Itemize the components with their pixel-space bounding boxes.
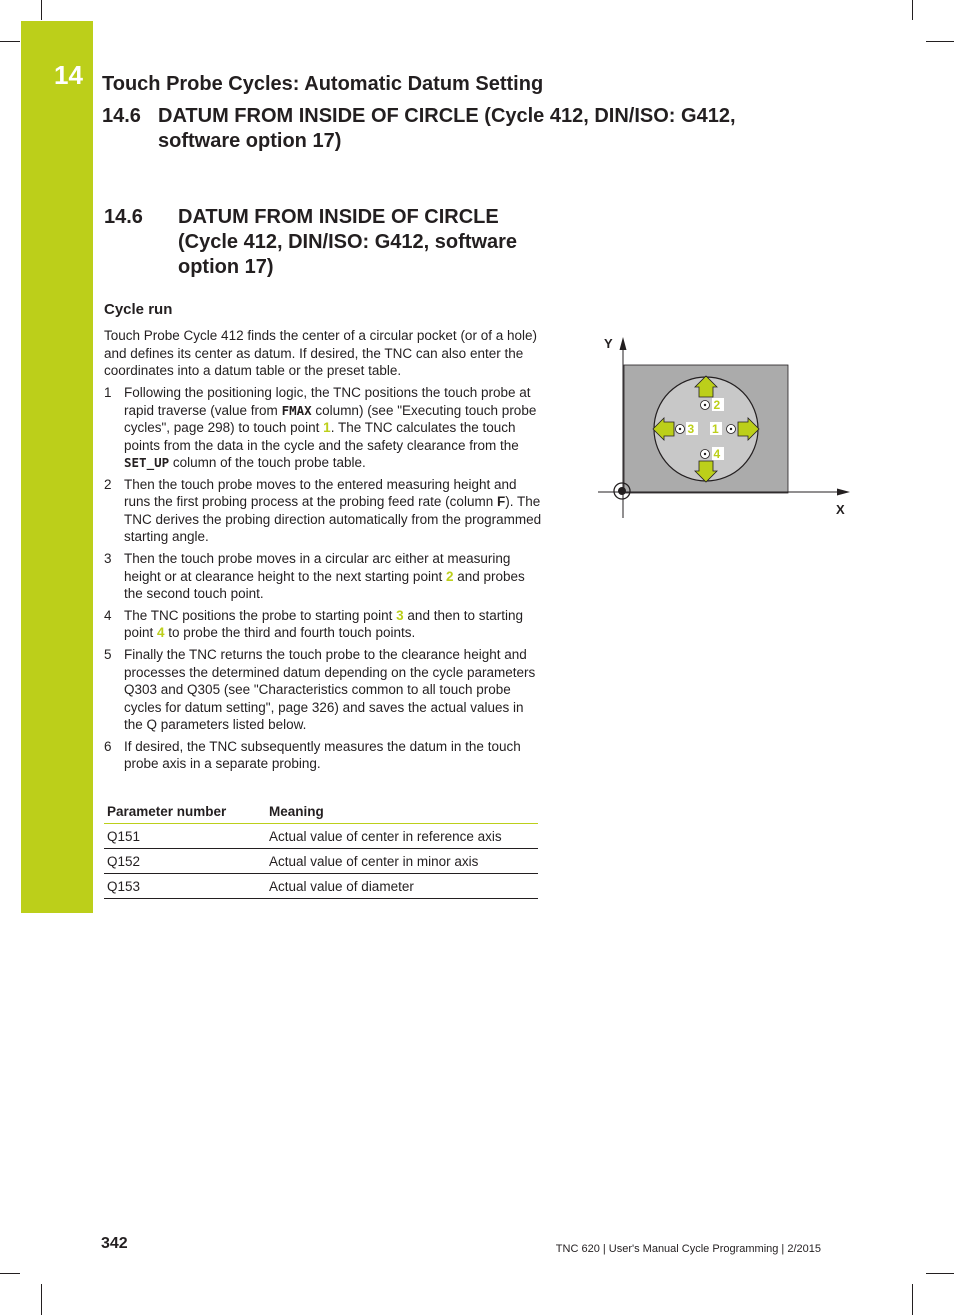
section-number: 14.6 [104,206,143,228]
chapter-number: 14 [54,60,83,90]
list-item [104,476,544,546]
crop-mark [926,41,954,42]
step-point-ref: 1 [323,420,331,435]
touch-point-marker-icon [727,425,736,434]
step-number: 6 [104,738,112,754]
crop-mark [912,0,913,20]
list-item [104,550,544,603]
crop-mark [926,1273,954,1274]
point-label-4: 4 [713,447,721,461]
subheading: Cycle run [104,301,173,318]
list-item [104,607,544,642]
point-label-3: 3 [687,422,695,436]
step-number: 2 [104,476,112,492]
table-cell: Q152 [104,849,266,874]
step-text: column) (see "Executing touch probe cycles", page 298) to touch point [124,402,537,435]
step-code: SET_UP [124,455,170,470]
touch-point-marker-icon [701,450,710,459]
table-cell: Actual value of center in minor axis [266,849,538,874]
touch-point-marker-icon [676,425,685,434]
step-text: Then the touch probe moves in a circular arc either at measuring height or at clearance height to the next starting point [124,551,511,584]
step-number: 1 [104,385,112,400]
parameter-table [104,799,538,899]
table-cell: Actual value of diameter [266,874,538,899]
list-item [104,738,544,773]
y-axis-arrow-icon [620,337,627,350]
column-header: Meaning [266,799,538,824]
crop-mark [41,1284,42,1315]
steps-list [104,384,544,777]
list-item [104,646,544,734]
step-number: 4 [104,607,112,623]
running-header-title: Touch Probe Cycles: Automatic Datum Setting [102,73,544,95]
step-point-ref: 4 [157,625,165,641]
table-cell: Q151 [104,824,266,849]
chapter-tab [21,21,93,913]
step-text: Following the positioning logic, the TNC positions the touch probe at rapid traverse (value from [124,385,531,418]
intro-paragraph: Touch Probe Cycle 412 finds the center of a circular pocket (or of a hole) and defines its center as datum. If desired, the TNC can also enter the coordinates into a datum table or the preset table. [104,328,537,378]
step-text: If desired, the TNC subsequently measures the datum in the touch probe axis in a separate probing. [124,738,521,772]
point-label-2: 2 [713,398,721,412]
crop-mark [0,1273,20,1274]
cycle-412-figure [596,334,854,518]
table-row [104,849,538,874]
running-header-section-title: DATUM FROM INSIDE OF CIRCLE (Cycle 412, DIN/ISO: G412, software option 17) [158,105,736,152]
x-axis-label: X [836,502,845,517]
y-axis-label: Y [604,336,613,351]
step-text: column of the touch probe table. [169,455,366,470]
footer-text: TNC 620 | User's Manual Cycle Programming | 2/2015 [555,1243,821,1255]
table-row [104,824,538,849]
step-number: 5 [104,647,112,663]
crop-mark [0,41,20,42]
step-text: . The TNC calculates the touch points from the data in the cycle and the safety clearance from the [124,420,519,453]
crop-mark [912,1284,913,1315]
step-code: FMAX [281,402,312,418]
step-code: F [496,494,506,510]
section-title: DATUM FROM INSIDE OF CIRCLE (Cycle 412, DIN/ISO: G412, software option 17) [178,206,518,278]
list-item [104,384,544,472]
running-header-section-number: 14.6 [102,105,141,127]
table-cell: Q153 [104,874,266,899]
step-text: The TNC positions the probe to starting point [124,607,397,623]
crop-mark [41,0,42,20]
table-row [104,874,538,899]
touch-point-marker-icon [701,401,710,410]
step-number: 3 [104,551,112,567]
step-text: Finally the TNC returns the touch probe to the clearance height and processes the determined datum depending on the cycle parameters Q303 and Q305 (see "Characteristics common to all touch probe cycles for datum setting", page 326) and saves the actual values in the Q parameters listed below. [124,647,536,733]
column-header: Parameter number [104,799,266,824]
x-axis-arrow-icon [837,489,850,496]
step-text: ). The TNC derives the probing direction automatically from the programmed starting angle. [124,494,542,545]
step-text: to probe the third and fourth touch points. [164,625,416,641]
point-label-1: 1 [712,422,719,436]
table-cell: Actual value of center in reference axis [266,824,538,849]
step-point-ref: 3 [396,607,404,623]
running-header-section [102,104,778,154]
page-number: 342 [101,1235,128,1252]
step-text: Then the touch probe moves to the entered measuring height and runs the first probing process at the probing feed rate (column [124,476,517,510]
table-header-row [104,799,538,824]
step-text: and then to starting point [124,607,524,641]
step-point-ref: 2 [445,568,454,584]
step-text: and probes the second touch point. [124,568,525,602]
